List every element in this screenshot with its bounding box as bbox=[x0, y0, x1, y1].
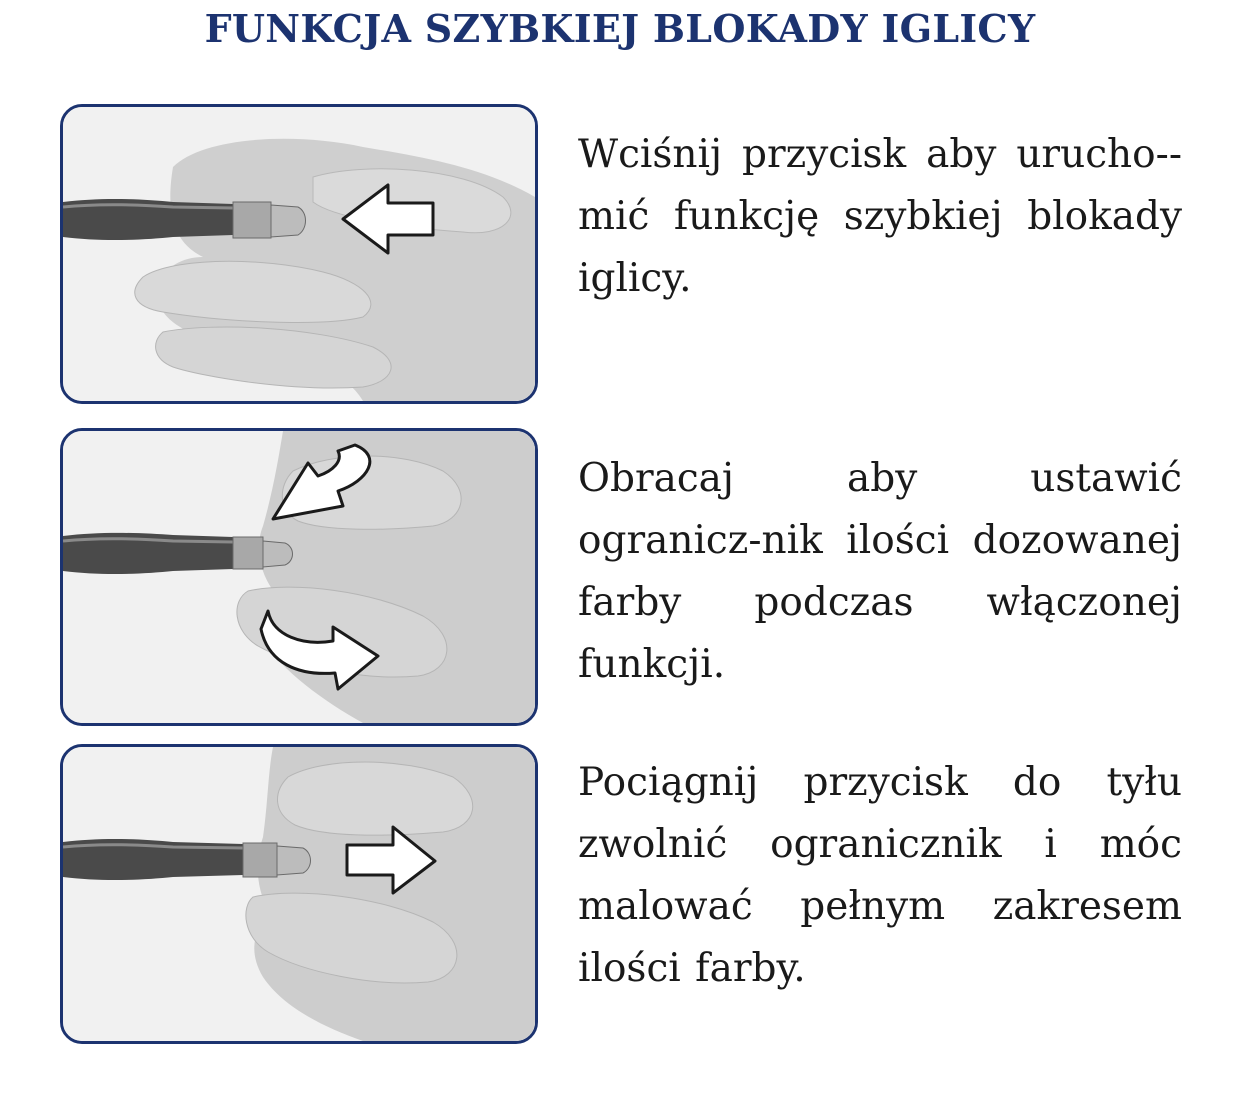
step-2-illustration bbox=[63, 431, 535, 723]
step-3-photo bbox=[60, 744, 538, 1044]
step-3-illustration bbox=[63, 747, 535, 1041]
step-2-description: Obracaj aby ustawić ogranicz-nik ilości dozowanej farby podczas włączonej funkcji. bbox=[578, 456, 1182, 687]
step-1-description: Wciśnij przycisk aby urucho-mić funkcję szybkiej blokady iglicy. bbox=[578, 132, 1182, 301]
step-1-photo bbox=[60, 104, 538, 404]
page-title: FUNKCJA SZYBKIEJ BLOKADY IGLICY bbox=[204, 6, 1036, 51]
step-1-illustration bbox=[63, 107, 535, 401]
step-2-photo bbox=[60, 428, 538, 726]
step-3-description: Pociągnij przycisk do tyłu zwolnić ogranicznik i móc malować pełnym zakresem ilości farby. bbox=[578, 760, 1182, 991]
